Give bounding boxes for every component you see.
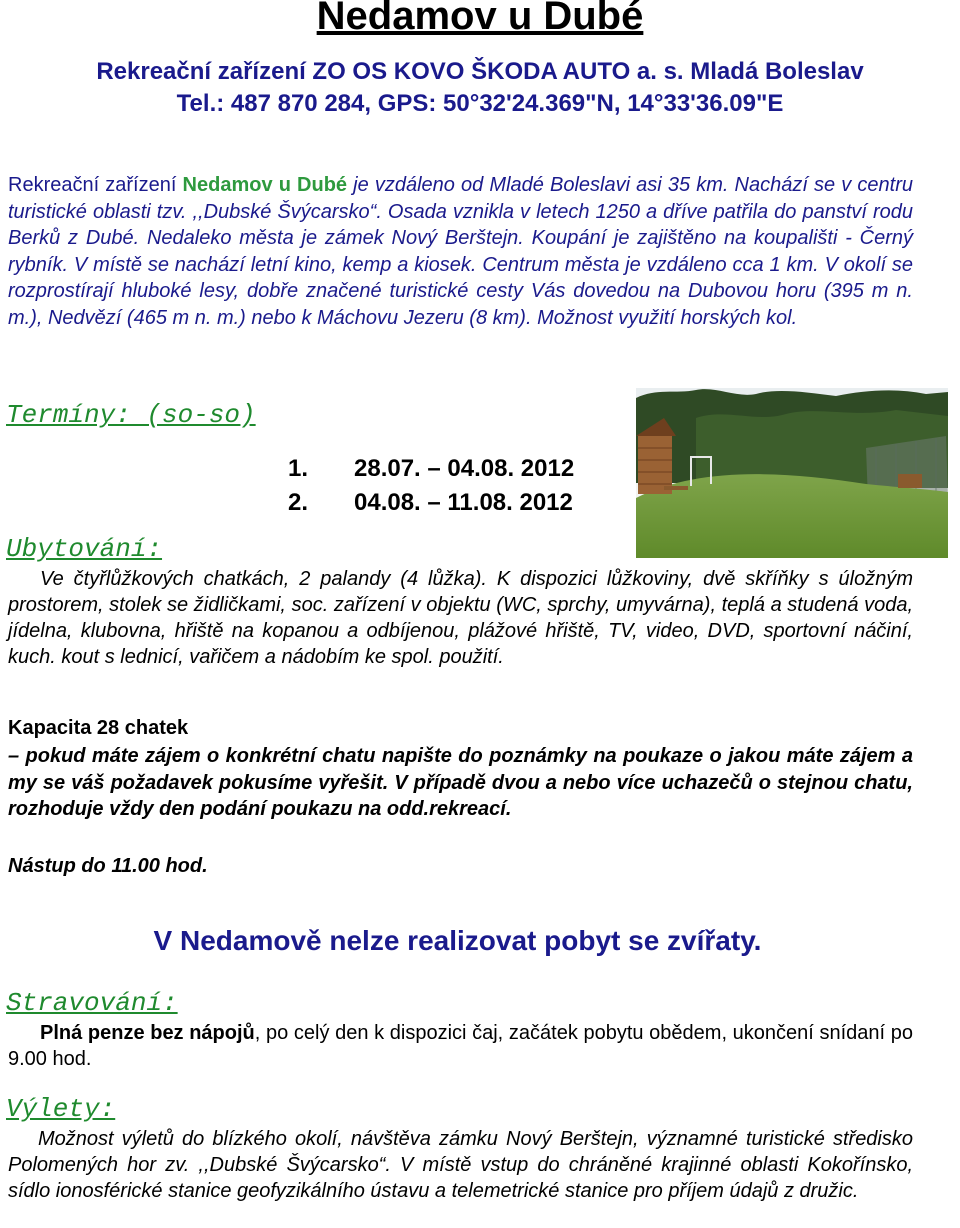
term-range: 28.07. – 04.08. 2012 xyxy=(354,455,575,482)
intro-place-name: Nedamov u Dubé xyxy=(182,174,348,196)
term-range: 04.08. – 11.08. 2012 xyxy=(354,489,573,516)
capacity-text: – pokud máte zájem o konkrétní chatu napište do poznámky na poukaze o jakou máte zájem a my se váš požadavek pokusíme vyřešit. V případě dvou a nebo více uchazečů o stejnou chatu, rozhoduje vždy den podání poukazu na odd.rekreací. xyxy=(8,745,913,820)
meals-heading: Stravování: xyxy=(6,988,178,1018)
terms-heading: Termíny: (so-so) xyxy=(6,400,256,430)
subtitle-contact: Tel.: 487 870 284, GPS: 50°32'24.369"N, 14°33'36.09"E xyxy=(176,90,784,117)
term-item xyxy=(288,486,574,520)
intro-italic: Osada vznikla v letech 1250 a dříve patřila do panství rodu Berků z Dubé. Nedaleko města je zámek Nový Berštejn. Koupání je zajištěno na koupališti - Černý rybník. V místě se nachází letní kino, kemp a kiosek. Centrum města je vzdáleno cca 1 km. V okolí se rozprostírají hluboké lesy, dobře značené turistické cesty Vás dovedou na Dubovou horu (395 m n. m.), Nedvězí (465 m n. m.) nebo k Máchovu Jezeru (8 km). Možnost využití horských kol. xyxy=(8,200,914,329)
term-number: 2. xyxy=(288,489,309,516)
trips-text: Možnost výletů do blízkého okolí, návštěva zámku Nový Berštejn, významné turistické středisko Polomených hor zv. ,,Dubské Švýcarsko“. V místě vstup do chráněné krajinné oblasti Kokořínsko, sídlo ionosférické stanice geofyzikálního ústavu a telemetrické stanice pro příjem údajů z družic. xyxy=(8,1128,913,1202)
term-item xyxy=(288,452,574,486)
meals-bold: Plná penze bez nápojů xyxy=(40,1022,255,1044)
trips-heading: Výlety: xyxy=(6,1094,116,1124)
accommodation-text: Ve čtyřlůžkových chatkách, 2 palandy (4 lůžka). K dispozici lůžkoviny, dvě skříňky s úložným prostorem, stolek se židličkami, soc. zařízení v objektu (WC, sprchy, umyvárna), teplá a studená voda, jídelna, klubovna, hřiště na kopanou a odbíjenou, plážové hřiště, TV, video, DVD, sportovní náčiní, kuch. kout s lednicí, vařičem a nádobím ke spol. použití. xyxy=(8,568,913,668)
terms-list xyxy=(288,452,574,520)
term-number: 1. xyxy=(288,455,309,482)
intro-start: Rekreační zařízení xyxy=(8,174,183,196)
pets-note: V Nedamově nelze realizovat pobyt se zvířaty. xyxy=(153,925,762,956)
capacity-heading: Kapacita 28 chatek xyxy=(8,717,189,739)
checkin-text: Nástup do 11.00 hod. xyxy=(8,855,208,877)
page-title: Nedamov u Dubé xyxy=(316,0,644,38)
meals-text xyxy=(8,1020,913,1072)
subtitle-organization: Rekreační zařízení ZO OS KOVO ŠKODA AUTO a. s. Mladá Boleslav xyxy=(96,58,864,85)
campsite-photo xyxy=(636,388,948,558)
accommodation-heading: Ubytování: xyxy=(6,534,163,564)
intro-paragraph xyxy=(8,172,913,331)
intro-rest: je vzdáleno od Mladé Boleslavi asi 35 km. Nachází se v centru turistické oblasti tzv. ,,Dubské Švýcarsko“. xyxy=(8,174,914,223)
meals-rest: , po celý den k dispozici čaj, začátek pobytu obědem, ukončení snídaní po 9.00 hod. xyxy=(8,1022,913,1070)
